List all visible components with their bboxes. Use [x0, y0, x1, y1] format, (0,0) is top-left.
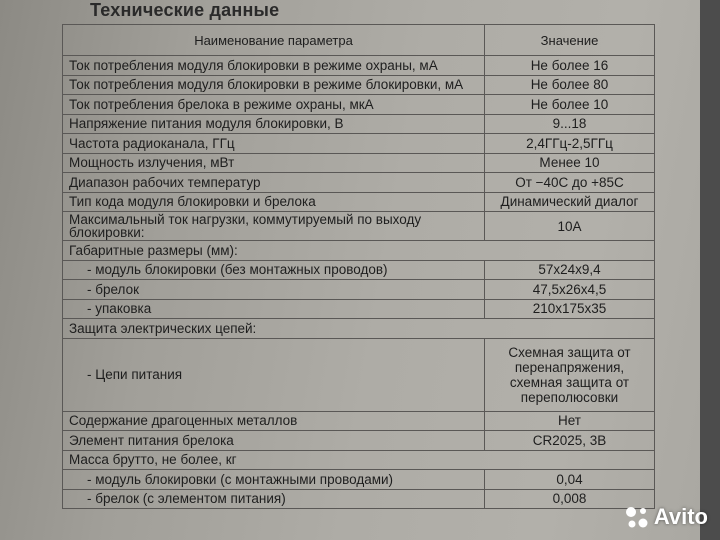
table-row [63, 56, 655, 76]
table-row [63, 411, 655, 431]
param-name: Мощность излучения, мВт [63, 153, 485, 173]
param-name: - Цепи питания [63, 338, 485, 411]
table-row [63, 75, 655, 95]
table-row [63, 489, 655, 509]
param-name: Ток потребления брелока в режиме охраны, мкА [63, 95, 485, 115]
param-name: Диапазон рабочих температур [63, 173, 485, 193]
table-section-row [63, 450, 655, 470]
avito-logo-icon [624, 504, 650, 530]
param-value: 2,4ГГц-2,5ГГц [485, 134, 655, 154]
param-name: - брелок [63, 280, 485, 300]
param-value: Схемная защита от перенапряжения, схемная защита от переполюсовки [485, 338, 655, 411]
param-name: Частота радиоканала, ГГц [63, 134, 485, 154]
param-value: 0,008 [485, 489, 655, 509]
param-value: 57x24x9,4 [485, 260, 655, 280]
param-value: 9...18 [485, 114, 655, 134]
param-name: - модуль блокировки (с монтажными проводами) [63, 470, 485, 490]
param-value: Динамический диалог [485, 192, 655, 212]
avito-watermark [624, 504, 708, 530]
table-row [63, 173, 655, 193]
table-row [63, 114, 655, 134]
param-value: 0,04 [485, 470, 655, 490]
table-section-row [63, 319, 655, 339]
param-name: - упаковка [63, 299, 485, 319]
table-row [63, 431, 655, 451]
table-header-row [63, 25, 655, 56]
table-row [63, 95, 655, 115]
param-name: Содержание драгоценных металлов [63, 411, 485, 431]
section-label: Защита электрических цепей: [63, 319, 655, 339]
param-name: Напряжение питания модуля блокировки, В [63, 114, 485, 134]
table-row [63, 212, 655, 241]
page-title: Технические данные [90, 0, 280, 20]
param-name: Ток потребления модуля блокировки в режиме охраны, мА [63, 56, 485, 76]
param-value: Нет [485, 411, 655, 431]
table-section-row [63, 241, 655, 261]
header-parameter: Наименование параметра [63, 25, 485, 56]
param-value: Не более 80 [485, 75, 655, 95]
table-row [63, 134, 655, 154]
watermark-text: Avito [653, 504, 708, 529]
table-row [63, 192, 655, 212]
param-name: Максимальный ток нагрузки, коммутируемый по выходу блокировки: [63, 212, 485, 241]
param-value: От −40С до +85С [485, 173, 655, 193]
param-value: Менее 10 [485, 153, 655, 173]
param-value: 47,5x26x4,5 [485, 280, 655, 300]
param-name: Ток потребления модуля блокировки в режиме блокировки, мА [63, 75, 485, 95]
table-row [63, 153, 655, 173]
section-label: Масса брутто, не более, кг [63, 450, 655, 470]
specs-table [62, 24, 655, 509]
section-label: Габаритные размеры (мм): [63, 241, 655, 261]
table-row [63, 338, 655, 411]
param-value: CR2025, 3В [485, 431, 655, 451]
param-value: Не более 16 [485, 56, 655, 76]
param-name: Элемент питания брелока [63, 431, 485, 451]
param-value: Не более 10 [485, 95, 655, 115]
header-value: Значение [485, 25, 655, 56]
table-row [63, 299, 655, 319]
param-value: 210x175x35 [485, 299, 655, 319]
table-row [63, 280, 655, 300]
table-row [63, 260, 655, 280]
table-row [63, 470, 655, 490]
param-name: - брелок (с элементом питания) [63, 489, 485, 509]
param-value: 10А [485, 212, 655, 241]
param-name: - модуль блокировки (без монтажных проводов) [63, 260, 485, 280]
param-name: Тип кода модуля блокировки и брелока [63, 192, 485, 212]
